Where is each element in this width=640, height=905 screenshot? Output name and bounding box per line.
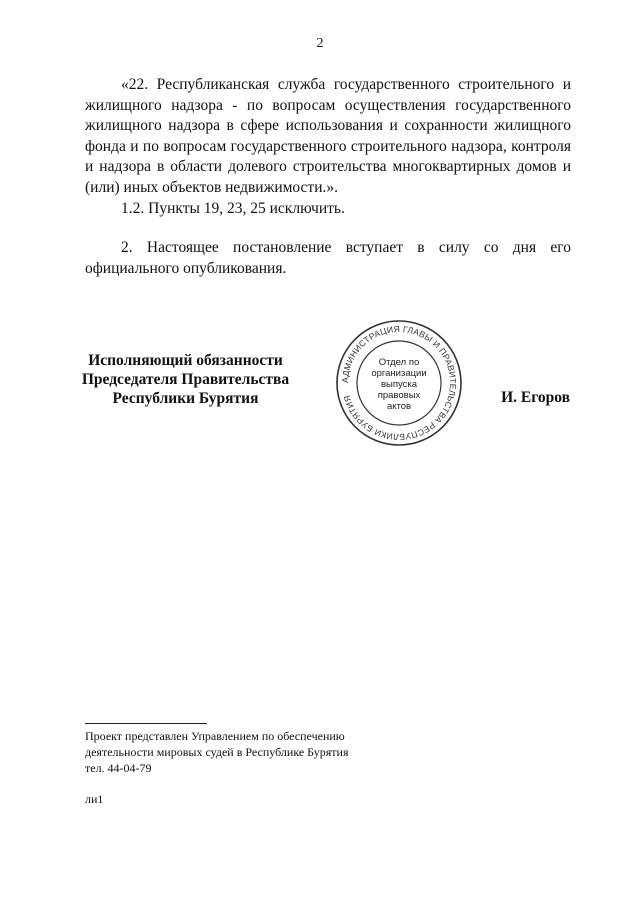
footnote	[85, 728, 348, 776]
page-number: 2	[316, 36, 324, 51]
paragraph-item-22: «22. Республиканская служба государственного строительного и жилищного надзора - по вопросам осуществления государственного жилищного надзора в сфере использования и сохранности жилищного фонда и по вопросам государственного строительного надзора, контроля и надзора в области долевого строительства многоквартирных домов и (или) иных объектов недвижимости.».	[85, 76, 571, 196]
signatory-title-line-2: Председателя Правительства	[81, 371, 290, 388]
signatory-name: И. Егоров	[501, 389, 570, 406]
footnote-line-2: деятельности мировых судей в Республике Бурятия	[85, 745, 349, 759]
stamp-center-line: Отдел по	[378, 357, 420, 368]
footnote-divider	[85, 723, 207, 724]
stamp-center-line: актов	[386, 401, 412, 412]
stamp-center-line: правовых	[377, 390, 421, 401]
signatory-title-line-1: Исполняющий обязанности	[88, 352, 283, 369]
stamp-ring-text-path: АДМИНИСТРАЦИЯ ГЛАВЫ И ПРАВИТЕЛЬСТВА РЕСПУБЛИКИ БУРЯТИЯ	[339, 323, 459, 443]
footnote-line-1: Проект представлен Управлением по обеспечению	[85, 729, 345, 743]
signatory-title-line-3: Республики Бурятия	[112, 390, 259, 407]
paragraph-item-1-2: 1.2. Пункты 19, 23, 25 исключить.	[121, 200, 345, 217]
registration-code: ли1	[85, 792, 104, 806]
stamp-center-text	[364, 357, 434, 412]
paragraph-item-2: 2. Настоящее постановление вступает в силу со дня его официального опубликования.	[85, 239, 571, 277]
signatory-title	[78, 351, 293, 408]
footnote-phone: тел. 44-04-79	[85, 761, 152, 775]
stamp-center-line: организации	[371, 368, 427, 379]
stamp-center-line: выпуска	[380, 379, 418, 390]
